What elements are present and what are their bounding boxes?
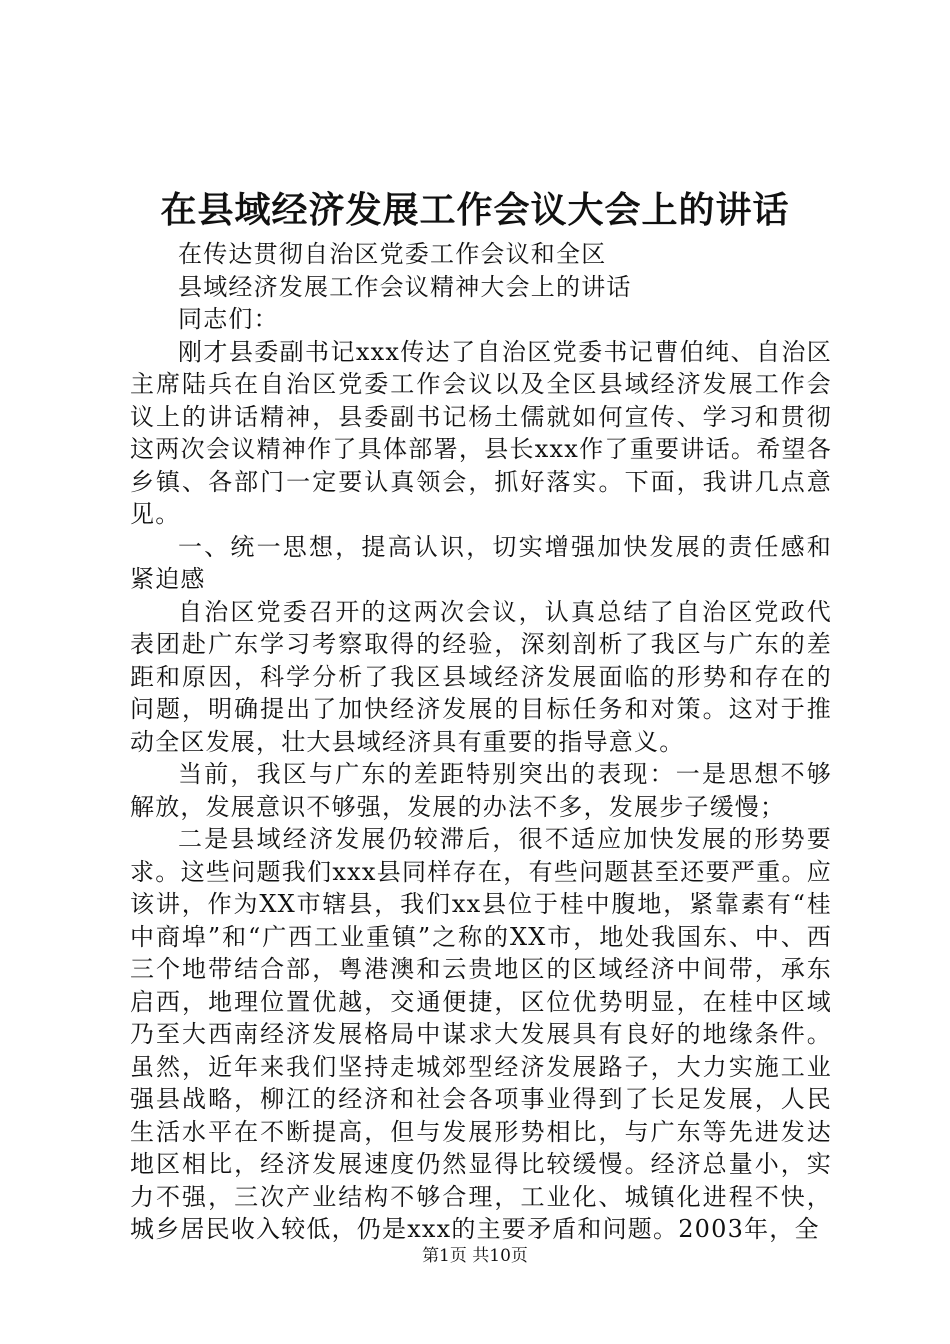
page-number: 第1页 共10页: [422, 1246, 528, 1266]
paragraph-county-economy: 二是县域经济发展仍较滞后，很不适应加快发展的形势要求。这些问题我们xxx县同样存在，有些问题甚至还要严重。应该讲，作为XX市辖县，我们xx县位于桂中腹地，紧靠素有“桂中商埠”和“广西工业重镇”之称的XX市，地处我国东、中、西三个地带结合部，粤港澳和云贵地区的区域经济中间带，承东启西，地理位置优越，交通便捷，区位优势明显，在桂中区域乃至大西南经济发展格局中谋求大发展具有良好的地缘条件。虽然，近年来我们坚持走城郊型经济发展路子，大力实施工业强县战略，柳江的经济和社会各项事业得到了长足发展，人民生活水平在不断提高，但与发展形势相比，与广东等先进发达地区相比，经济发展速度仍然显得比较缓慢。经济总量小，实力不强，三次产业结构不够合理，工业化、城镇化进程不快，城乡居民收入较低，仍是xxx的主要矛盾和问题。2003年，全: [130, 825, 832, 1243]
section-heading-1: 一、统一思想，提高认识，切实增强加快发展的责任感和紧迫感: [130, 532, 832, 593]
paragraph-intro: 刚才县委副书记xxx传达了自治区党委书记曹伯纯、自治区主席陆兵在自治区党委工作会议以及全区县域经济发展工作会议上的讲话精神，县委副书记杨土儒就如何宣传、学习和贯彻这两次会议精神作了具体部署，县长xxx作了重要讲话。希望各乡镇、各部门一定要认真领会，抓好落实。下面，我讲几点意见。: [130, 337, 832, 528]
document-body: [130, 238, 832, 1246]
paragraph-current-gap: 当前，我区与广东的差距特别突出的表现：一是思想不够解放，发展意识不够强，发展的办法不多，发展步子缓慢；: [130, 760, 832, 821]
subtitle-line-2: 县域经济发展工作会议精神大会上的讲话: [178, 272, 632, 301]
paragraph-meetings: 自治区党委召开的这两次会议，认真总结了自治区党政代表团赴广东学习考察取得的经验，深刻剖析了我区与广东的差距和原因，科学分析了我区县域经济发展面临的形势和存在的问题，明确提出了加快经济发展的目标任务和对策。这对于推动全区发展，壮大县域经济具有重要的指导意义。: [130, 597, 832, 756]
document-title: 在县域经济发展工作会议大会上的讲话: [160, 189, 790, 231]
subtitle-line-1: 在传达贯彻自治区党委工作会议和全区: [178, 240, 607, 268]
salutation: 同志们：: [178, 305, 279, 333]
